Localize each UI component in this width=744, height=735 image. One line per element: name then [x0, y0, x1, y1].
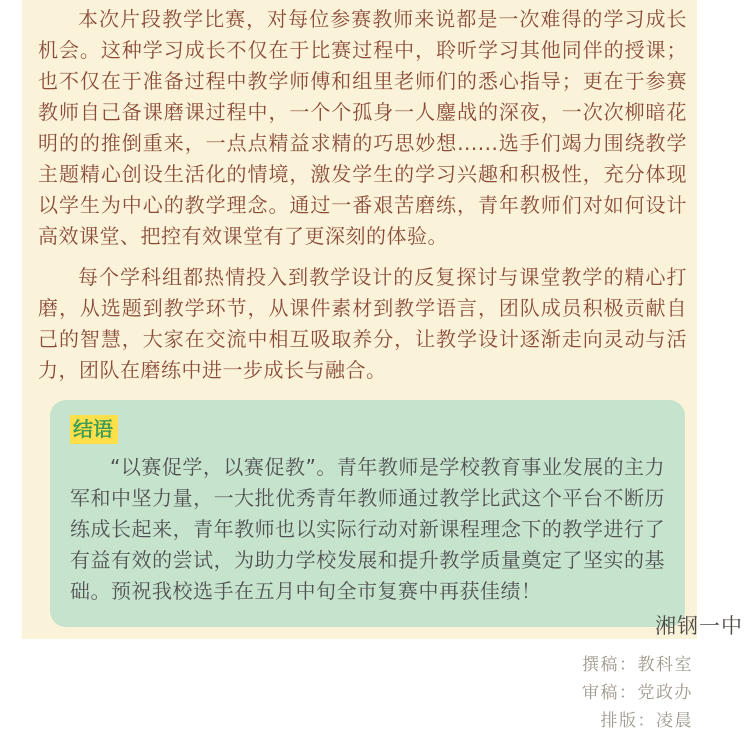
credit-line-reviewer: 审稿：党政办: [582, 683, 693, 703]
credits-block: [22, 651, 697, 735]
conclusion-text: “以赛促学，以赛促教”。青年教师是学校教育事业发展的主力军和中坚力量，一大批优秀青年教师通过教学比武这个平台不断历练成长起来，青年教师也以实际行动对新课程理念下的教学进行了有益有效的尝试，为助力学校发展和提升教学质量奠定了坚实的基础。预祝我校选手在五月中旬全市复赛中再获佳绩！: [70, 455, 665, 603]
body-paragraph-2: 每个学科组都热情投入到教学设计的反复探讨与课堂教学的精心打磨，从选题到教学环节，从课件素材到教学语言，团队成员积极贡献自己的智慧，大家在交流中相互吸取养分，让教学设计逐渐走向灵动与活力，团队在磨练中进一步成长与融合。: [38, 265, 687, 382]
credit-line-typesetter: 排版：凌晨: [600, 711, 693, 731]
conclusion-box: [50, 400, 685, 627]
conclusion-heading: 结语: [70, 415, 118, 444]
article-content: [22, 0, 697, 731]
body-paragraph-1: 本次片段教学比赛，对每位参赛教师来说都是一次难得的学习成长机会。这种学习成长不仅在于比赛过程中，聆听学习其他同伴的授课；也不仅在于准备过程中教学师傅和组里老师们的悉心指导；更在于参赛教师自己备课磨课过程中，一个个孤身一人鏖战的深夜，一次次柳暗花明的的推倒重来，一点点精益求精的巧思妙想......选手们竭力围绕教学主题精心创设生活化的情境，激发学生的学习兴趣和积极性，充分体现以学生为中心的教学理念。通过一番艰苦磨练，青年教师们对如何设计高效课堂、把控有效课堂有了更深刻的体验。: [38, 7, 687, 248]
school-watermark: 湘钢一中: [655, 614, 743, 638]
credit-line-writer: 撰稿：教科室: [582, 655, 693, 675]
